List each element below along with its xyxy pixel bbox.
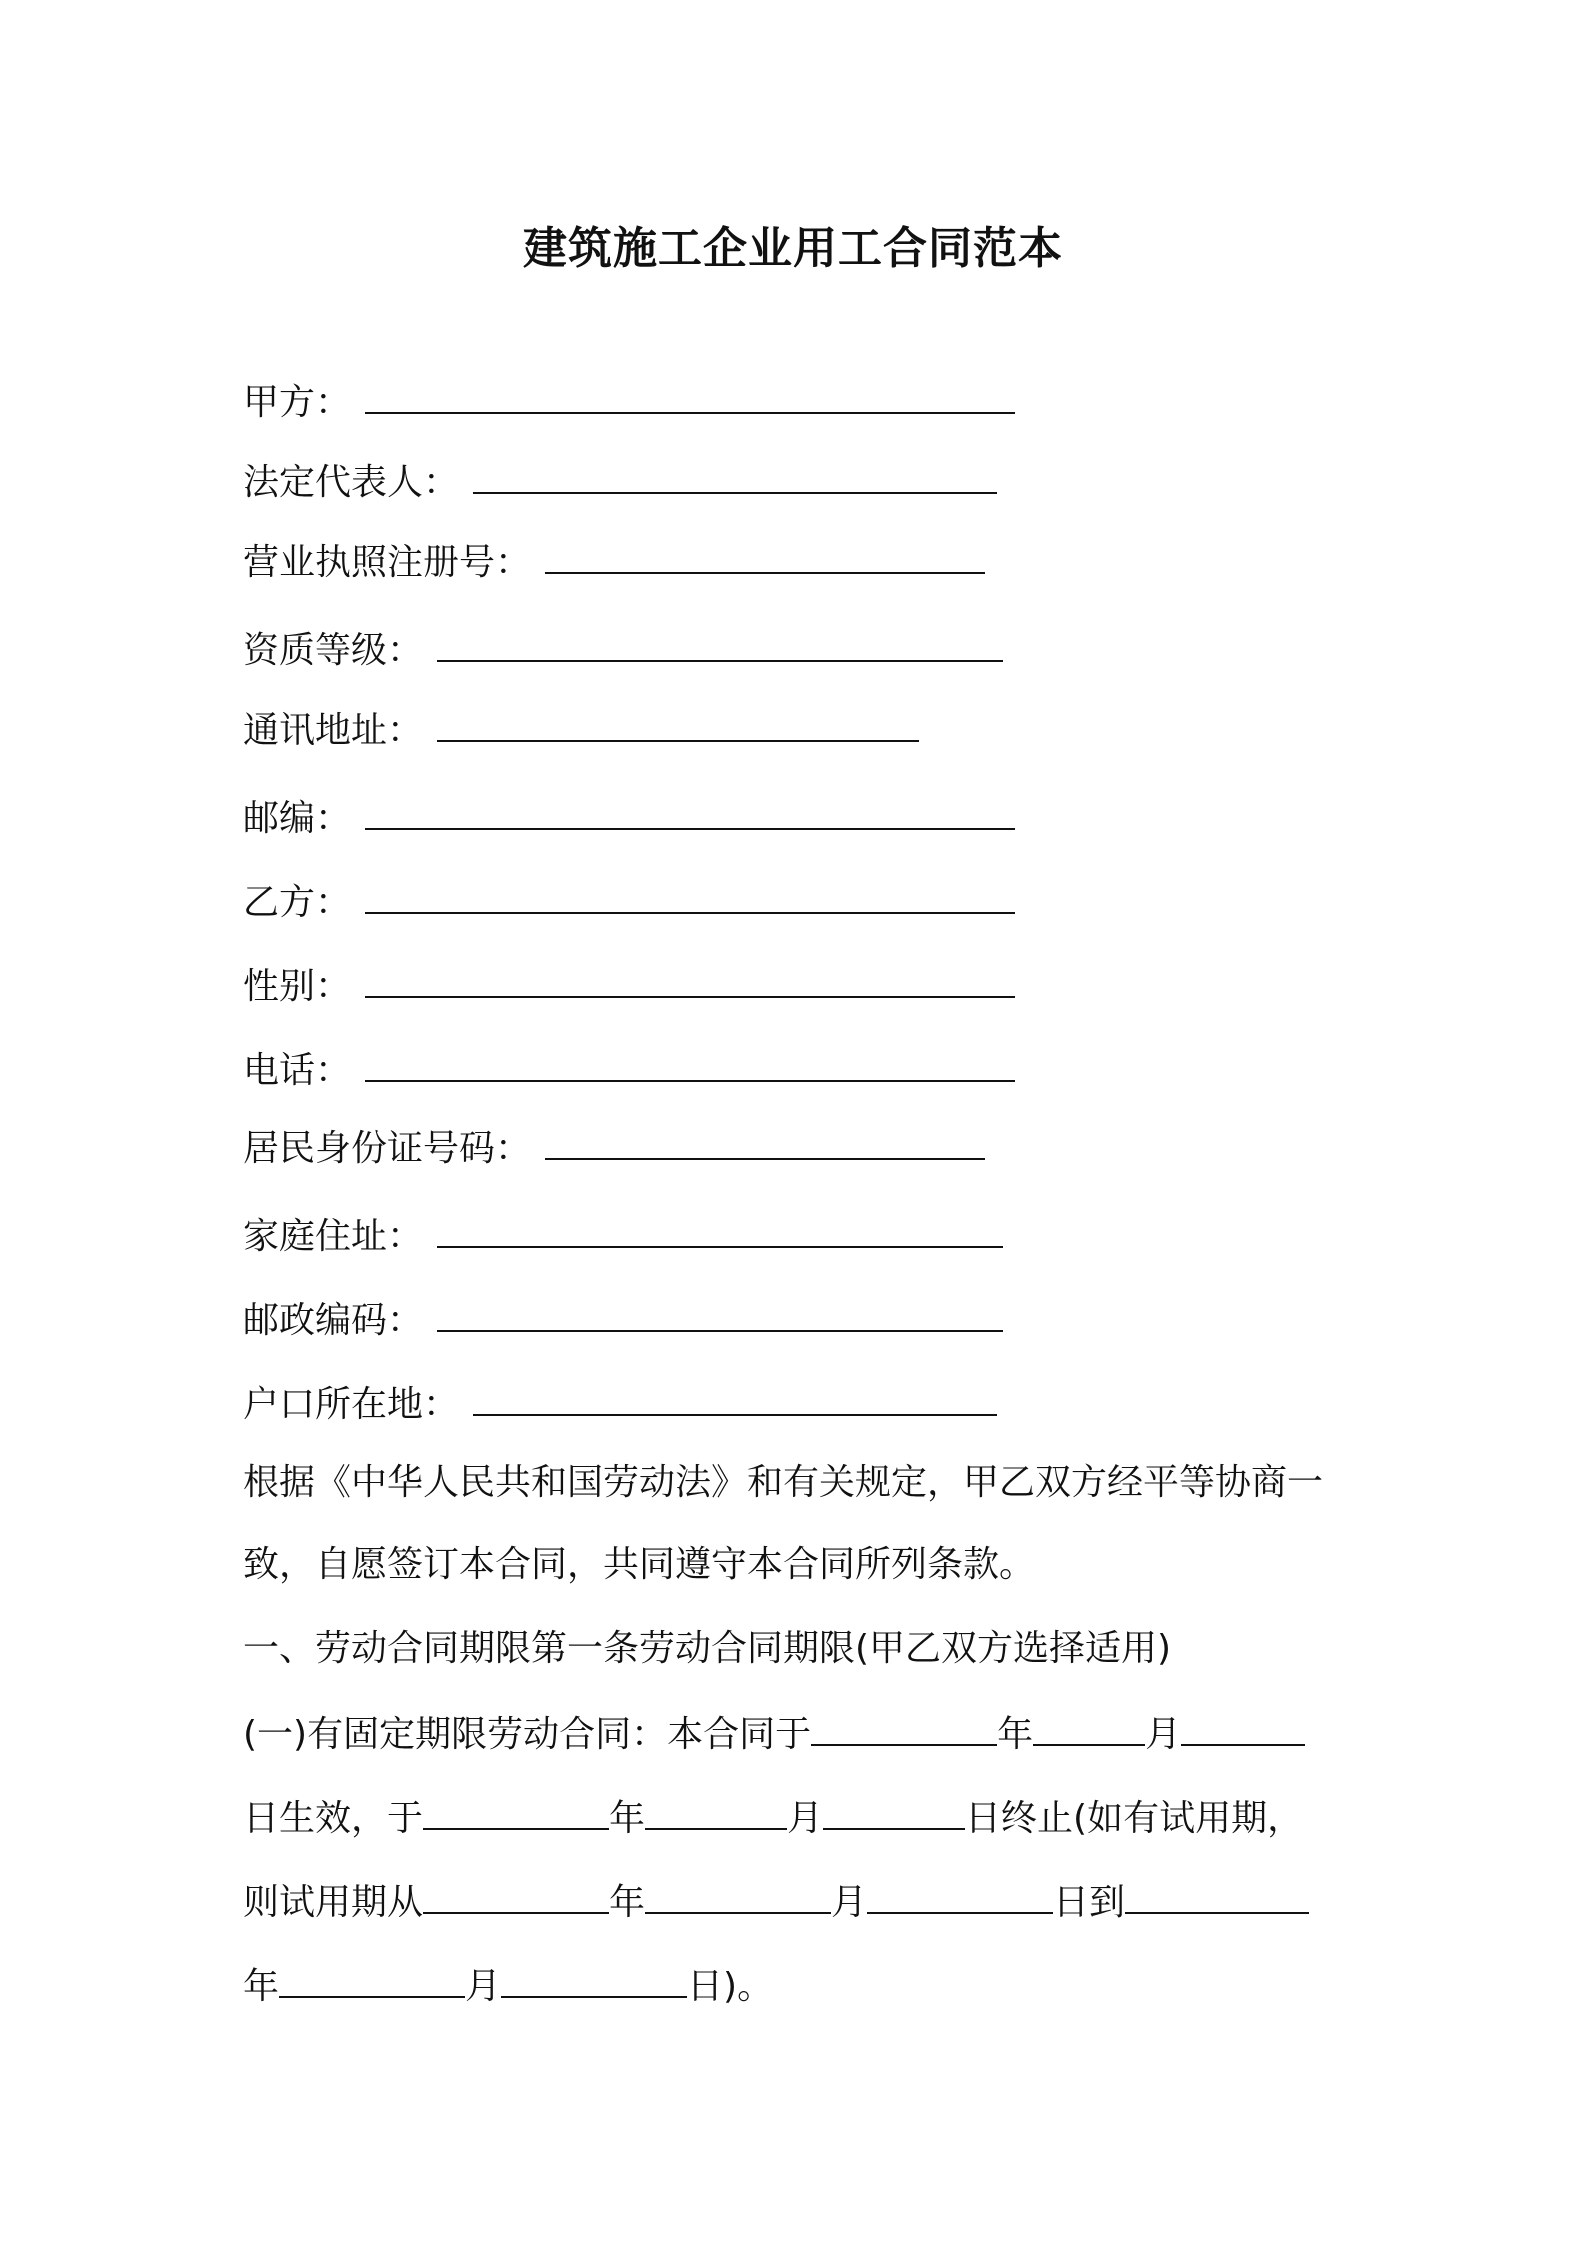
field-postal-code-b bbox=[243, 1296, 1003, 1344]
clause-line-1 bbox=[243, 1710, 1305, 1758]
field-home-address bbox=[243, 1212, 1003, 1260]
field-business-license-number bbox=[243, 538, 985, 586]
blank-line[interactable] bbox=[437, 1212, 1003, 1248]
field-qualification-level bbox=[243, 626, 1003, 674]
document-title: 建筑施工企业用工合同范本 bbox=[523, 223, 1063, 274]
blank-line[interactable] bbox=[423, 1878, 609, 1914]
field-label: 邮政编码： bbox=[243, 1300, 424, 1341]
preamble-line-1: 根据《中华人民共和国劳动法》和有关规定，甲乙双方经平等协商一 bbox=[243, 1462, 1324, 1503]
blank-line[interactable] bbox=[473, 1380, 997, 1416]
blank-line[interactable] bbox=[365, 878, 1015, 914]
blank-line[interactable] bbox=[545, 538, 985, 574]
blank-line[interactable] bbox=[545, 1124, 985, 1160]
clause-line-4 bbox=[243, 1962, 773, 2010]
year-label: 年 bbox=[243, 1966, 280, 2007]
blank-line[interactable] bbox=[279, 1962, 465, 1998]
month-label: 月 bbox=[831, 1882, 868, 1923]
year-label: 年 bbox=[997, 1714, 1034, 1755]
blank-line[interactable] bbox=[423, 1794, 609, 1830]
blank-line[interactable] bbox=[473, 458, 997, 494]
month-label: 月 bbox=[787, 1798, 824, 1839]
field-label: 户口所在地： bbox=[243, 1384, 460, 1425]
blank-line[interactable] bbox=[645, 1878, 831, 1914]
blank-line[interactable] bbox=[365, 794, 1015, 830]
field-label: 性别： bbox=[243, 966, 352, 1007]
field-label: 家庭住址： bbox=[243, 1216, 424, 1257]
year-label: 年 bbox=[609, 1882, 646, 1923]
field-label: 居民身份证号码： bbox=[243, 1128, 532, 1169]
blank-line[interactable] bbox=[437, 626, 1003, 662]
clause-text: 日终止(如有试用期， bbox=[965, 1798, 1304, 1839]
clause-line-3 bbox=[243, 1878, 1309, 1926]
blank-line[interactable] bbox=[867, 1878, 1053, 1914]
field-household-registration bbox=[243, 1380, 997, 1428]
field-party-a bbox=[243, 378, 1015, 426]
blank-line[interactable] bbox=[365, 1046, 1015, 1082]
clause-text: 日到 bbox=[1053, 1882, 1126, 1923]
blank-line[interactable] bbox=[823, 1794, 965, 1830]
field-label: 乙方： bbox=[243, 882, 352, 923]
blank-line[interactable] bbox=[645, 1794, 787, 1830]
field-phone bbox=[243, 1046, 1015, 1094]
field-party-b bbox=[243, 878, 1015, 926]
field-label: 法定代表人： bbox=[243, 462, 460, 503]
month-label: 月 bbox=[1145, 1714, 1182, 1755]
field-label: 资质等级： bbox=[243, 630, 424, 671]
blank-line[interactable] bbox=[365, 962, 1015, 998]
clause-line-2 bbox=[243, 1794, 1303, 1842]
month-label: 月 bbox=[465, 1966, 502, 2007]
blank-line[interactable] bbox=[1181, 1710, 1305, 1746]
clause-text: (一)有固定期限劳动合同：本合同于 bbox=[243, 1714, 812, 1755]
blank-line[interactable] bbox=[365, 378, 1015, 414]
blank-line[interactable] bbox=[811, 1710, 997, 1746]
field-id-number bbox=[243, 1124, 985, 1172]
year-label: 年 bbox=[609, 1798, 646, 1839]
field-label: 通讯地址： bbox=[243, 710, 424, 751]
clause-text: 日)。 bbox=[687, 1966, 774, 2007]
blank-line[interactable] bbox=[501, 1962, 687, 1998]
field-postcode-a bbox=[243, 794, 1015, 842]
field-gender bbox=[243, 962, 1015, 1010]
field-label: 甲方： bbox=[243, 382, 352, 423]
field-legal-representative bbox=[243, 458, 997, 506]
blank-line[interactable] bbox=[1033, 1710, 1145, 1746]
clause-text: 则试用期从 bbox=[243, 1882, 424, 1923]
clause-text: 日生效，于 bbox=[243, 1798, 424, 1839]
blank-line[interactable] bbox=[1125, 1878, 1309, 1914]
section-heading: 一、劳动合同期限第一条劳动合同期限(甲乙双方选择适用) bbox=[243, 1628, 1172, 1669]
blank-line[interactable] bbox=[437, 1296, 1003, 1332]
field-label: 电话： bbox=[243, 1050, 352, 1091]
field-mailing-address bbox=[243, 706, 919, 754]
field-label: 邮编： bbox=[243, 798, 352, 839]
blank-line[interactable] bbox=[437, 706, 919, 742]
field-label: 营业执照注册号： bbox=[243, 542, 532, 583]
preamble-line-2: 致，自愿签订本合同，共同遵守本合同所列条款。 bbox=[243, 1544, 1036, 1585]
